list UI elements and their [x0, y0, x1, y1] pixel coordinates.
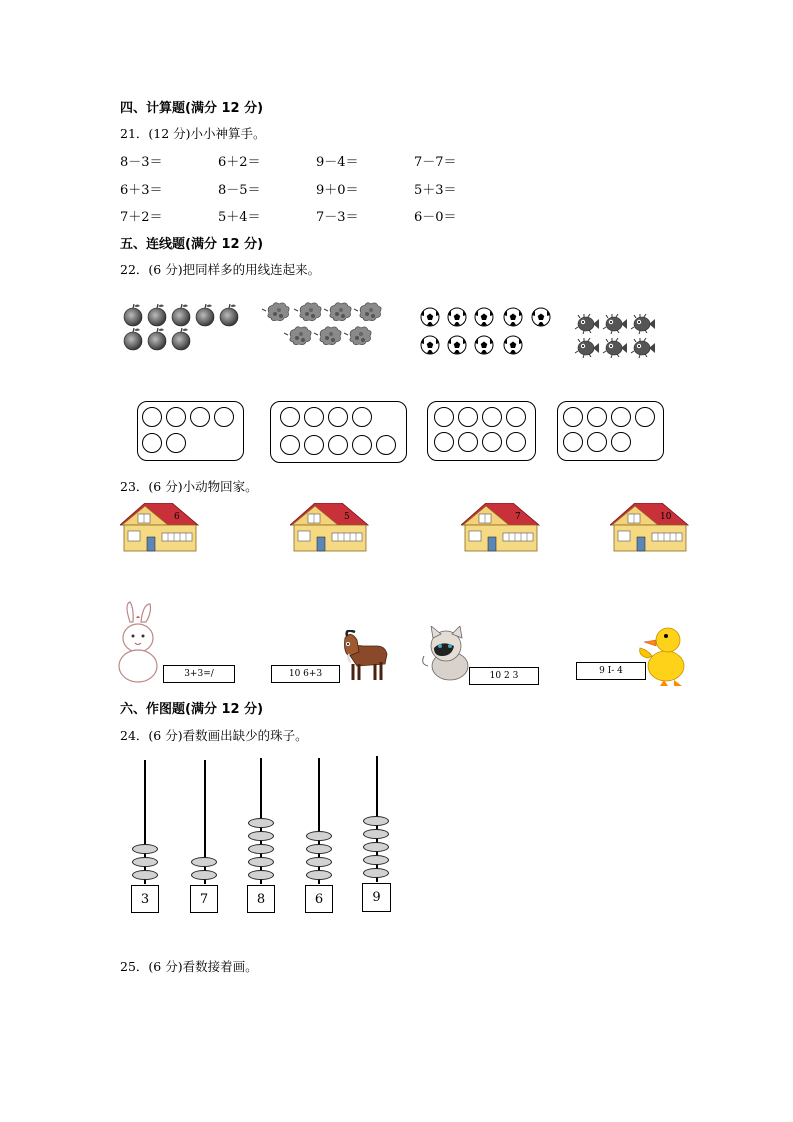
bead — [306, 857, 332, 867]
house-number: 5 — [344, 512, 350, 522]
equation: 7－3＝ — [316, 210, 359, 225]
bead — [248, 818, 274, 828]
circle-box — [137, 401, 244, 461]
circle-box — [427, 401, 536, 461]
question-25-title: 25．(6 分)看数接着画。 — [120, 959, 258, 974]
equation: 5＋3＝ — [414, 183, 457, 198]
counting-pictures — [118, 298, 678, 360]
animal-expression: 3+3=/ — [163, 665, 235, 683]
animal-expression: 10 2 3 — [469, 667, 539, 685]
goat-icon — [339, 630, 391, 682]
circle-box — [270, 401, 407, 463]
bead — [248, 831, 274, 841]
section-5-title: 五、连线题(满分 12 分) — [120, 237, 264, 252]
bead — [363, 868, 389, 878]
section-6-title: 六、作图题(满分 12 分) — [120, 702, 264, 717]
house-number: 10 — [660, 512, 672, 522]
animal-expression: 9 I- 4 — [576, 662, 646, 680]
bead — [363, 829, 389, 839]
bead — [132, 870, 158, 880]
grape-icon — [262, 303, 381, 345]
circle-box — [557, 401, 664, 461]
abacus-number: 3 — [131, 885, 159, 913]
section-4-title: 四、计算题(满分 12 分) — [120, 101, 264, 116]
house-number: 6 — [174, 512, 180, 522]
equation: 6＋3＝ — [120, 183, 163, 198]
soccer-ball-icon — [421, 308, 550, 354]
equation: 7＋2＝ — [120, 210, 163, 225]
equation: 9－4＝ — [316, 155, 359, 170]
rabbit-icon — [114, 600, 162, 686]
abacus-number: 8 — [247, 885, 275, 913]
bead — [132, 844, 158, 854]
bead — [191, 857, 217, 867]
equation: 7－7＝ — [414, 155, 457, 170]
equation: 8－3＝ — [120, 155, 163, 170]
bead — [363, 816, 389, 826]
abacus-number: 9 — [362, 883, 391, 912]
bead — [306, 831, 332, 841]
house-icon — [290, 503, 370, 553]
apple-icon — [124, 304, 238, 350]
house-icon — [120, 503, 200, 553]
bead — [191, 870, 217, 880]
equation: 5＋4＝ — [218, 210, 261, 225]
bead — [248, 870, 274, 880]
house — [461, 503, 541, 557]
abacus-number: 6 — [305, 885, 333, 913]
abacus-number: 7 — [190, 885, 218, 913]
house — [120, 503, 200, 557]
equation: 8－5＝ — [218, 183, 261, 198]
duck-icon — [636, 624, 692, 688]
house-icon — [610, 503, 690, 553]
house-icon — [461, 503, 541, 553]
house — [610, 503, 690, 557]
bead — [306, 844, 332, 854]
house — [290, 503, 370, 557]
question-22-title: 22．(6 分)把同样多的用线连起来。 — [120, 262, 321, 277]
house-number: 7 — [515, 512, 521, 522]
question-23-title: 23．(6 分)小动物回家。 — [120, 479, 258, 494]
equation: 9＋0＝ — [316, 183, 359, 198]
cat-icon — [420, 626, 472, 684]
question-24-title: 24．(6 分)看数画出缺少的珠子。 — [120, 728, 308, 743]
question-21-title: 21．(12 分)小小神算手。 — [120, 126, 266, 141]
animal-expression: 10 6+3 — [271, 665, 340, 683]
bead — [363, 842, 389, 852]
equation: 6－0＝ — [414, 210, 457, 225]
bead — [306, 870, 332, 880]
equation: 6＋2＝ — [218, 155, 261, 170]
bead — [132, 857, 158, 867]
bead — [248, 844, 274, 854]
bead — [248, 857, 274, 867]
bead — [363, 855, 389, 865]
fish-icon — [575, 314, 655, 358]
